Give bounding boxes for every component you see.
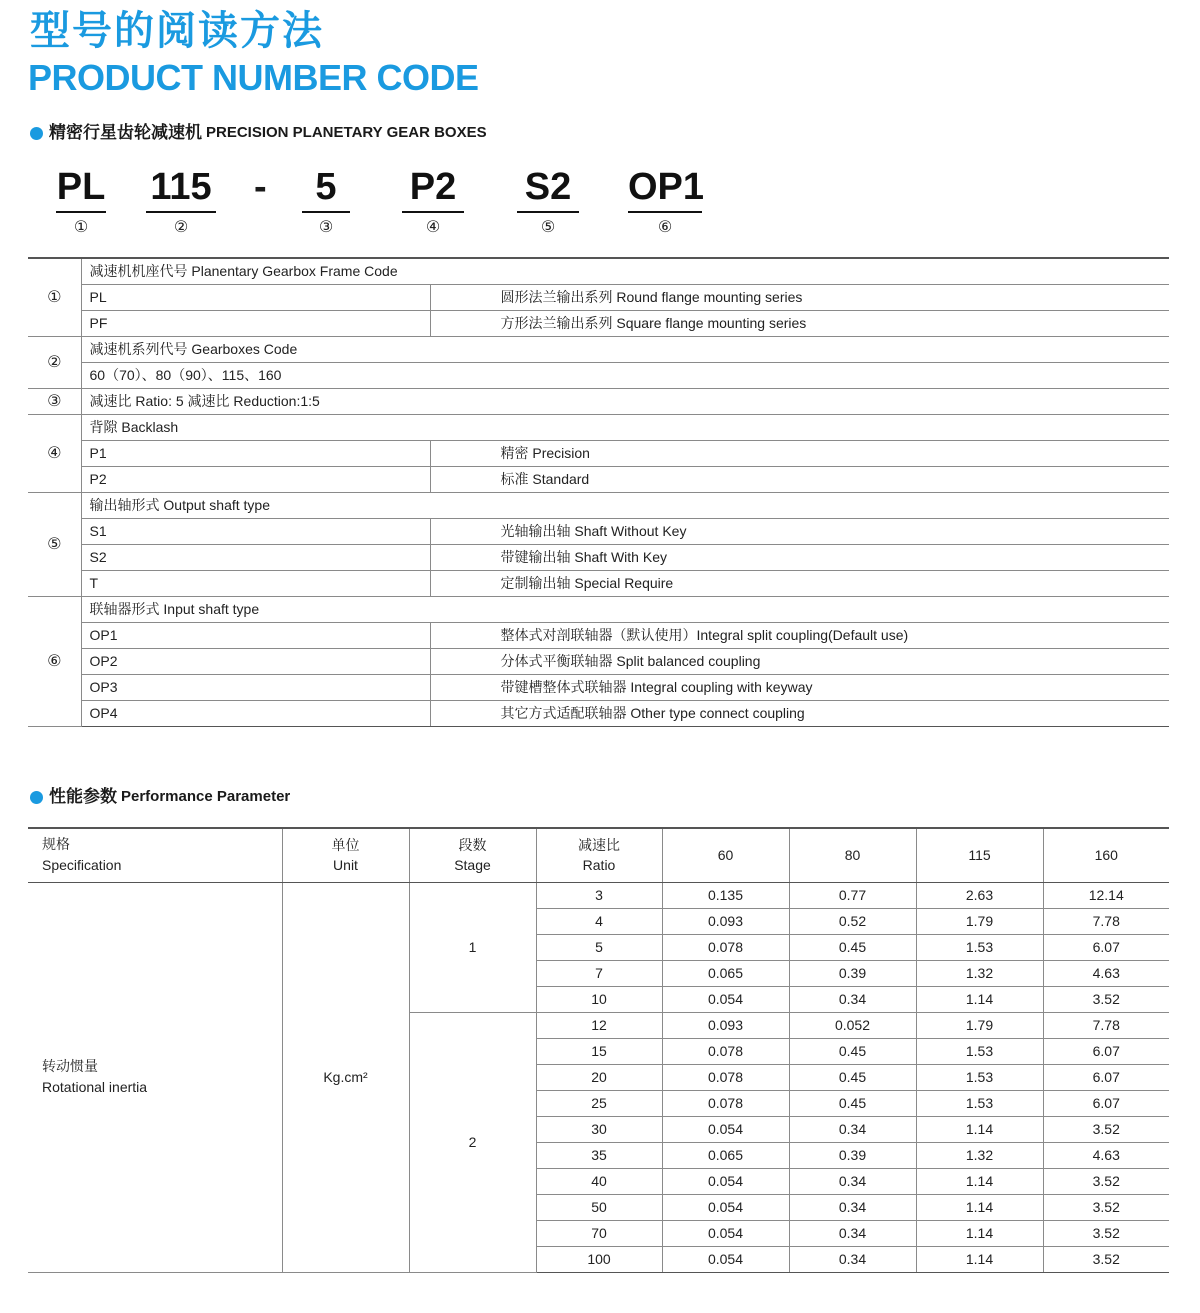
code-option-desc: 方形法兰输出系列 Square flange mounting series: [430, 310, 1169, 336]
code-option-code: S1: [81, 518, 430, 544]
code-group-header: 联轴器形式 Input shaft type: [81, 596, 1169, 622]
code-group-header: 减速机机座代号 Planentary Gearbox Frame Code: [81, 258, 1169, 284]
value-cell: 0.34: [789, 1220, 916, 1246]
section-heading-performance: [30, 786, 290, 808]
page-title-en: PRODUCT NUMBER CODE: [28, 57, 479, 98]
value-cell: 0.45: [789, 934, 916, 960]
value-cell: 0.054: [662, 1168, 789, 1194]
code-part-5: [517, 164, 579, 239]
code-option-code: PF: [81, 310, 430, 336]
ratio-cell: 12: [536, 1012, 662, 1038]
ratio-cell: 70: [536, 1220, 662, 1246]
value-cell: 0.078: [662, 934, 789, 960]
value-cell: 0.34: [789, 1246, 916, 1272]
code-group-index: ④: [28, 414, 81, 492]
value-cell: 1.14: [916, 1220, 1043, 1246]
value-cell: 0.052: [789, 1012, 916, 1038]
ratio-cell: 20: [536, 1064, 662, 1090]
ratio-cell: 10: [536, 986, 662, 1012]
code-part-2: [146, 164, 216, 239]
code-option-code: PL: [81, 284, 430, 310]
unit-cell: Kg.cm²: [282, 882, 409, 1272]
col-header-size-160: 160: [1043, 828, 1169, 882]
value-cell: 1.53: [916, 1038, 1043, 1064]
ratio-cell: 30: [536, 1116, 662, 1142]
col-header-size-60: 60: [662, 828, 789, 882]
value-cell: 4.63: [1043, 1142, 1169, 1168]
section-heading-gearboxes: [30, 122, 487, 144]
value-cell: 6.07: [1043, 1090, 1169, 1116]
code-option-desc: 整体式对剖联轴器（默认使用）Integral split coupling(Default use): [430, 622, 1169, 648]
code-option-desc: 光轴输出轴 Shaft Without Key: [430, 518, 1169, 544]
section-title-cn: 性能参数: [49, 787, 117, 806]
value-cell: 0.093: [662, 908, 789, 934]
value-cell: 1.53: [916, 1090, 1043, 1116]
code-separator: -: [254, 166, 267, 208]
value-cell: 0.45: [789, 1038, 916, 1064]
value-cell: 1.14: [916, 1168, 1043, 1194]
value-cell: 6.07: [1043, 1064, 1169, 1090]
code-part-1: [56, 164, 106, 239]
code-option-row: [28, 544, 1169, 570]
value-cell: 0.34: [789, 1116, 916, 1142]
code-group-index: ①: [28, 258, 81, 336]
value-cell: 0.45: [789, 1064, 916, 1090]
value-cell: 0.39: [789, 1142, 916, 1168]
col-header-spec: 规格 Specification: [28, 828, 282, 882]
value-cell: 0.065: [662, 1142, 789, 1168]
code-group-header: 背隙 Backlash: [81, 414, 1169, 440]
code-group-header-row: [28, 492, 1169, 518]
ratio-cell: 25: [536, 1090, 662, 1116]
value-cell: 0.054: [662, 1220, 789, 1246]
code-option-row: [28, 622, 1169, 648]
performance-table: [28, 827, 1169, 1273]
value-cell: 1.32: [916, 1142, 1043, 1168]
value-cell: 1.14: [916, 1116, 1043, 1142]
code-option-desc: 标准 Standard: [430, 466, 1169, 492]
code-group-header-row: [28, 414, 1169, 440]
code-option-row: [28, 648, 1169, 674]
value-cell: 0.054: [662, 1116, 789, 1142]
code-option-row: [28, 700, 1169, 726]
value-cell: 0.34: [789, 1194, 916, 1220]
value-cell: 1.14: [916, 1246, 1043, 1272]
code-option-code: OP1: [81, 622, 430, 648]
code-group-header-row: [28, 388, 1169, 414]
value-cell: 0.34: [789, 986, 916, 1012]
value-cell: 1.14: [916, 1194, 1043, 1220]
code-part-3: [302, 164, 350, 239]
code-part-text: PL: [56, 166, 106, 208]
ratio-cell: 15: [536, 1038, 662, 1064]
value-cell: 7.78: [1043, 908, 1169, 934]
value-cell: 0.45: [789, 1090, 916, 1116]
code-part-underline: [517, 211, 579, 213]
ratio-cell: 3: [536, 882, 662, 908]
code-option-desc: 其它方式适配联轴器 Other type connect coupling: [430, 700, 1169, 726]
code-part-number: ②: [173, 219, 189, 236]
col-header-unit: 单位 Unit: [282, 828, 409, 882]
code-option-row: [28, 440, 1169, 466]
code-option-row: [28, 518, 1169, 544]
value-cell: 0.054: [662, 1194, 789, 1220]
code-option-desc: 圆形法兰输出系列 Round flange mounting series: [430, 284, 1169, 310]
code-option-code: P2: [81, 466, 430, 492]
code-group-index: ⑤: [28, 492, 81, 596]
value-cell: 4.63: [1043, 960, 1169, 986]
code-part-text: 115: [150, 166, 212, 208]
code-option-code: OP3: [81, 674, 430, 700]
value-cell: 1.79: [916, 1012, 1043, 1038]
value-cell: 1.32: [916, 960, 1043, 986]
code-option-row: [28, 570, 1169, 596]
code-part-number: ⑤: [540, 219, 556, 236]
stage-cell: 1: [409, 882, 536, 1012]
code-part-underline: [146, 211, 216, 213]
value-cell: 1.53: [916, 1064, 1043, 1090]
table-header-row: [28, 828, 1169, 882]
stage-cell: 2: [409, 1012, 536, 1272]
ratio-cell: 50: [536, 1194, 662, 1220]
code-part-text: 5: [315, 166, 337, 208]
code-part-6: [628, 164, 705, 239]
value-cell: 6.07: [1043, 1038, 1169, 1064]
code-legend-table: [28, 257, 1169, 727]
code-group-header: 输出轴形式 Output shaft type: [81, 492, 1169, 518]
code-option-row: [28, 284, 1169, 310]
col-header-size-115: 115: [916, 828, 1043, 882]
col-header-stage: 段数 Stage: [409, 828, 536, 882]
value-cell: 0.078: [662, 1090, 789, 1116]
code-group-header: 减速比 Ratio: 5 减速比 Reduction:1:5: [81, 388, 1169, 414]
col-header-size-80: 80: [789, 828, 916, 882]
ratio-cell: 40: [536, 1168, 662, 1194]
spec-cell: [28, 882, 282, 1272]
value-cell: 0.078: [662, 1064, 789, 1090]
ratio-cell: 5: [536, 934, 662, 960]
code-part-text: S2: [524, 166, 572, 208]
col-header-ratio: 减速比 Ratio: [536, 828, 662, 882]
code-option-code: P1: [81, 440, 430, 466]
code-part-4: [402, 164, 464, 239]
code-group-header-row: [28, 336, 1169, 362]
code-group-line-row: [28, 362, 1169, 388]
code-option-code: S2: [81, 544, 430, 570]
value-cell: 2.63: [916, 882, 1043, 908]
code-option-desc: 分体式平衡联轴器 Split balanced coupling: [430, 648, 1169, 674]
value-cell: 3.52: [1043, 1116, 1169, 1142]
section-title-cn: 精密行星齿轮减速机: [49, 123, 202, 142]
code-option-row: [28, 466, 1169, 492]
value-cell: 0.078: [662, 1038, 789, 1064]
code-group-header: 减速机系列代号 Gearboxes Code: [81, 336, 1169, 362]
bullet-dot-icon: [30, 791, 43, 804]
code-option-row: [28, 310, 1169, 336]
value-cell: 0.135: [662, 882, 789, 908]
value-cell: 3.52: [1043, 986, 1169, 1012]
value-cell: 0.054: [662, 986, 789, 1012]
value-cell: 0.34: [789, 1168, 916, 1194]
code-part-underline: [628, 211, 702, 213]
code-option-desc: 定制输出轴 Special Require: [430, 570, 1169, 596]
value-cell: 6.07: [1043, 934, 1169, 960]
ratio-cell: 100: [536, 1246, 662, 1272]
code-group-line: 60（70）、80（90）、115、160: [81, 362, 1169, 388]
value-cell: 1.79: [916, 908, 1043, 934]
code-part-underline: [402, 211, 464, 213]
code-part-number: ④: [425, 219, 441, 236]
value-cell: 1.14: [916, 986, 1043, 1012]
ratio-cell: 7: [536, 960, 662, 986]
section-title-en: Performance Parameter: [121, 788, 291, 805]
code-part-text: P2: [409, 166, 457, 208]
code-option-code: OP2: [81, 648, 430, 674]
code-part-number: ③: [318, 219, 334, 236]
code-group-index: ②: [28, 336, 81, 388]
code-part-underline: [302, 211, 350, 213]
code-group-header-row: [28, 258, 1169, 284]
value-cell: 3.52: [1043, 1246, 1169, 1272]
code-option-desc: 带键输出轴 Shaft With Key: [430, 544, 1169, 570]
code-group-index: ⑥: [28, 596, 81, 726]
table-row: [28, 882, 1169, 908]
code-option-desc: 带键槽整体式联轴器 Integral coupling with keyway: [430, 674, 1169, 700]
ratio-cell: 4: [536, 908, 662, 934]
code-group-header-row: [28, 596, 1169, 622]
value-cell: 0.52: [789, 908, 916, 934]
code-part-number: ⑥: [657, 219, 673, 236]
code-part-underline: [56, 211, 106, 213]
value-cell: 3.52: [1043, 1220, 1169, 1246]
value-cell: 0.39: [789, 960, 916, 986]
value-cell: 3.52: [1043, 1168, 1169, 1194]
ratio-cell: 35: [536, 1142, 662, 1168]
spec-cn: 转动惯量: [42, 1058, 98, 1074]
code-option-code: OP4: [81, 700, 430, 726]
spec-en: Rotational inertia: [42, 1079, 148, 1095]
code-option-desc: 精密 Precision: [430, 440, 1169, 466]
value-cell: 7.78: [1043, 1012, 1169, 1038]
value-cell: 1.53: [916, 934, 1043, 960]
page-title-cn: 型号的阅读方法: [30, 9, 324, 53]
code-option-code: T: [81, 570, 430, 596]
bullet-dot-icon: [30, 127, 43, 140]
code-option-row: [28, 674, 1169, 700]
code-part-number: ①: [73, 219, 89, 236]
value-cell: 12.14: [1043, 882, 1169, 908]
value-cell: 0.065: [662, 960, 789, 986]
value-cell: 0.054: [662, 1246, 789, 1272]
value-cell: 0.77: [789, 882, 916, 908]
code-part-text: OP1: [628, 166, 705, 208]
value-cell: 0.093: [662, 1012, 789, 1038]
section-title-en: PRECISION PLANETARY GEAR BOXES: [206, 124, 487, 141]
code-group-index: ③: [28, 388, 81, 414]
value-cell: 3.52: [1043, 1194, 1169, 1220]
